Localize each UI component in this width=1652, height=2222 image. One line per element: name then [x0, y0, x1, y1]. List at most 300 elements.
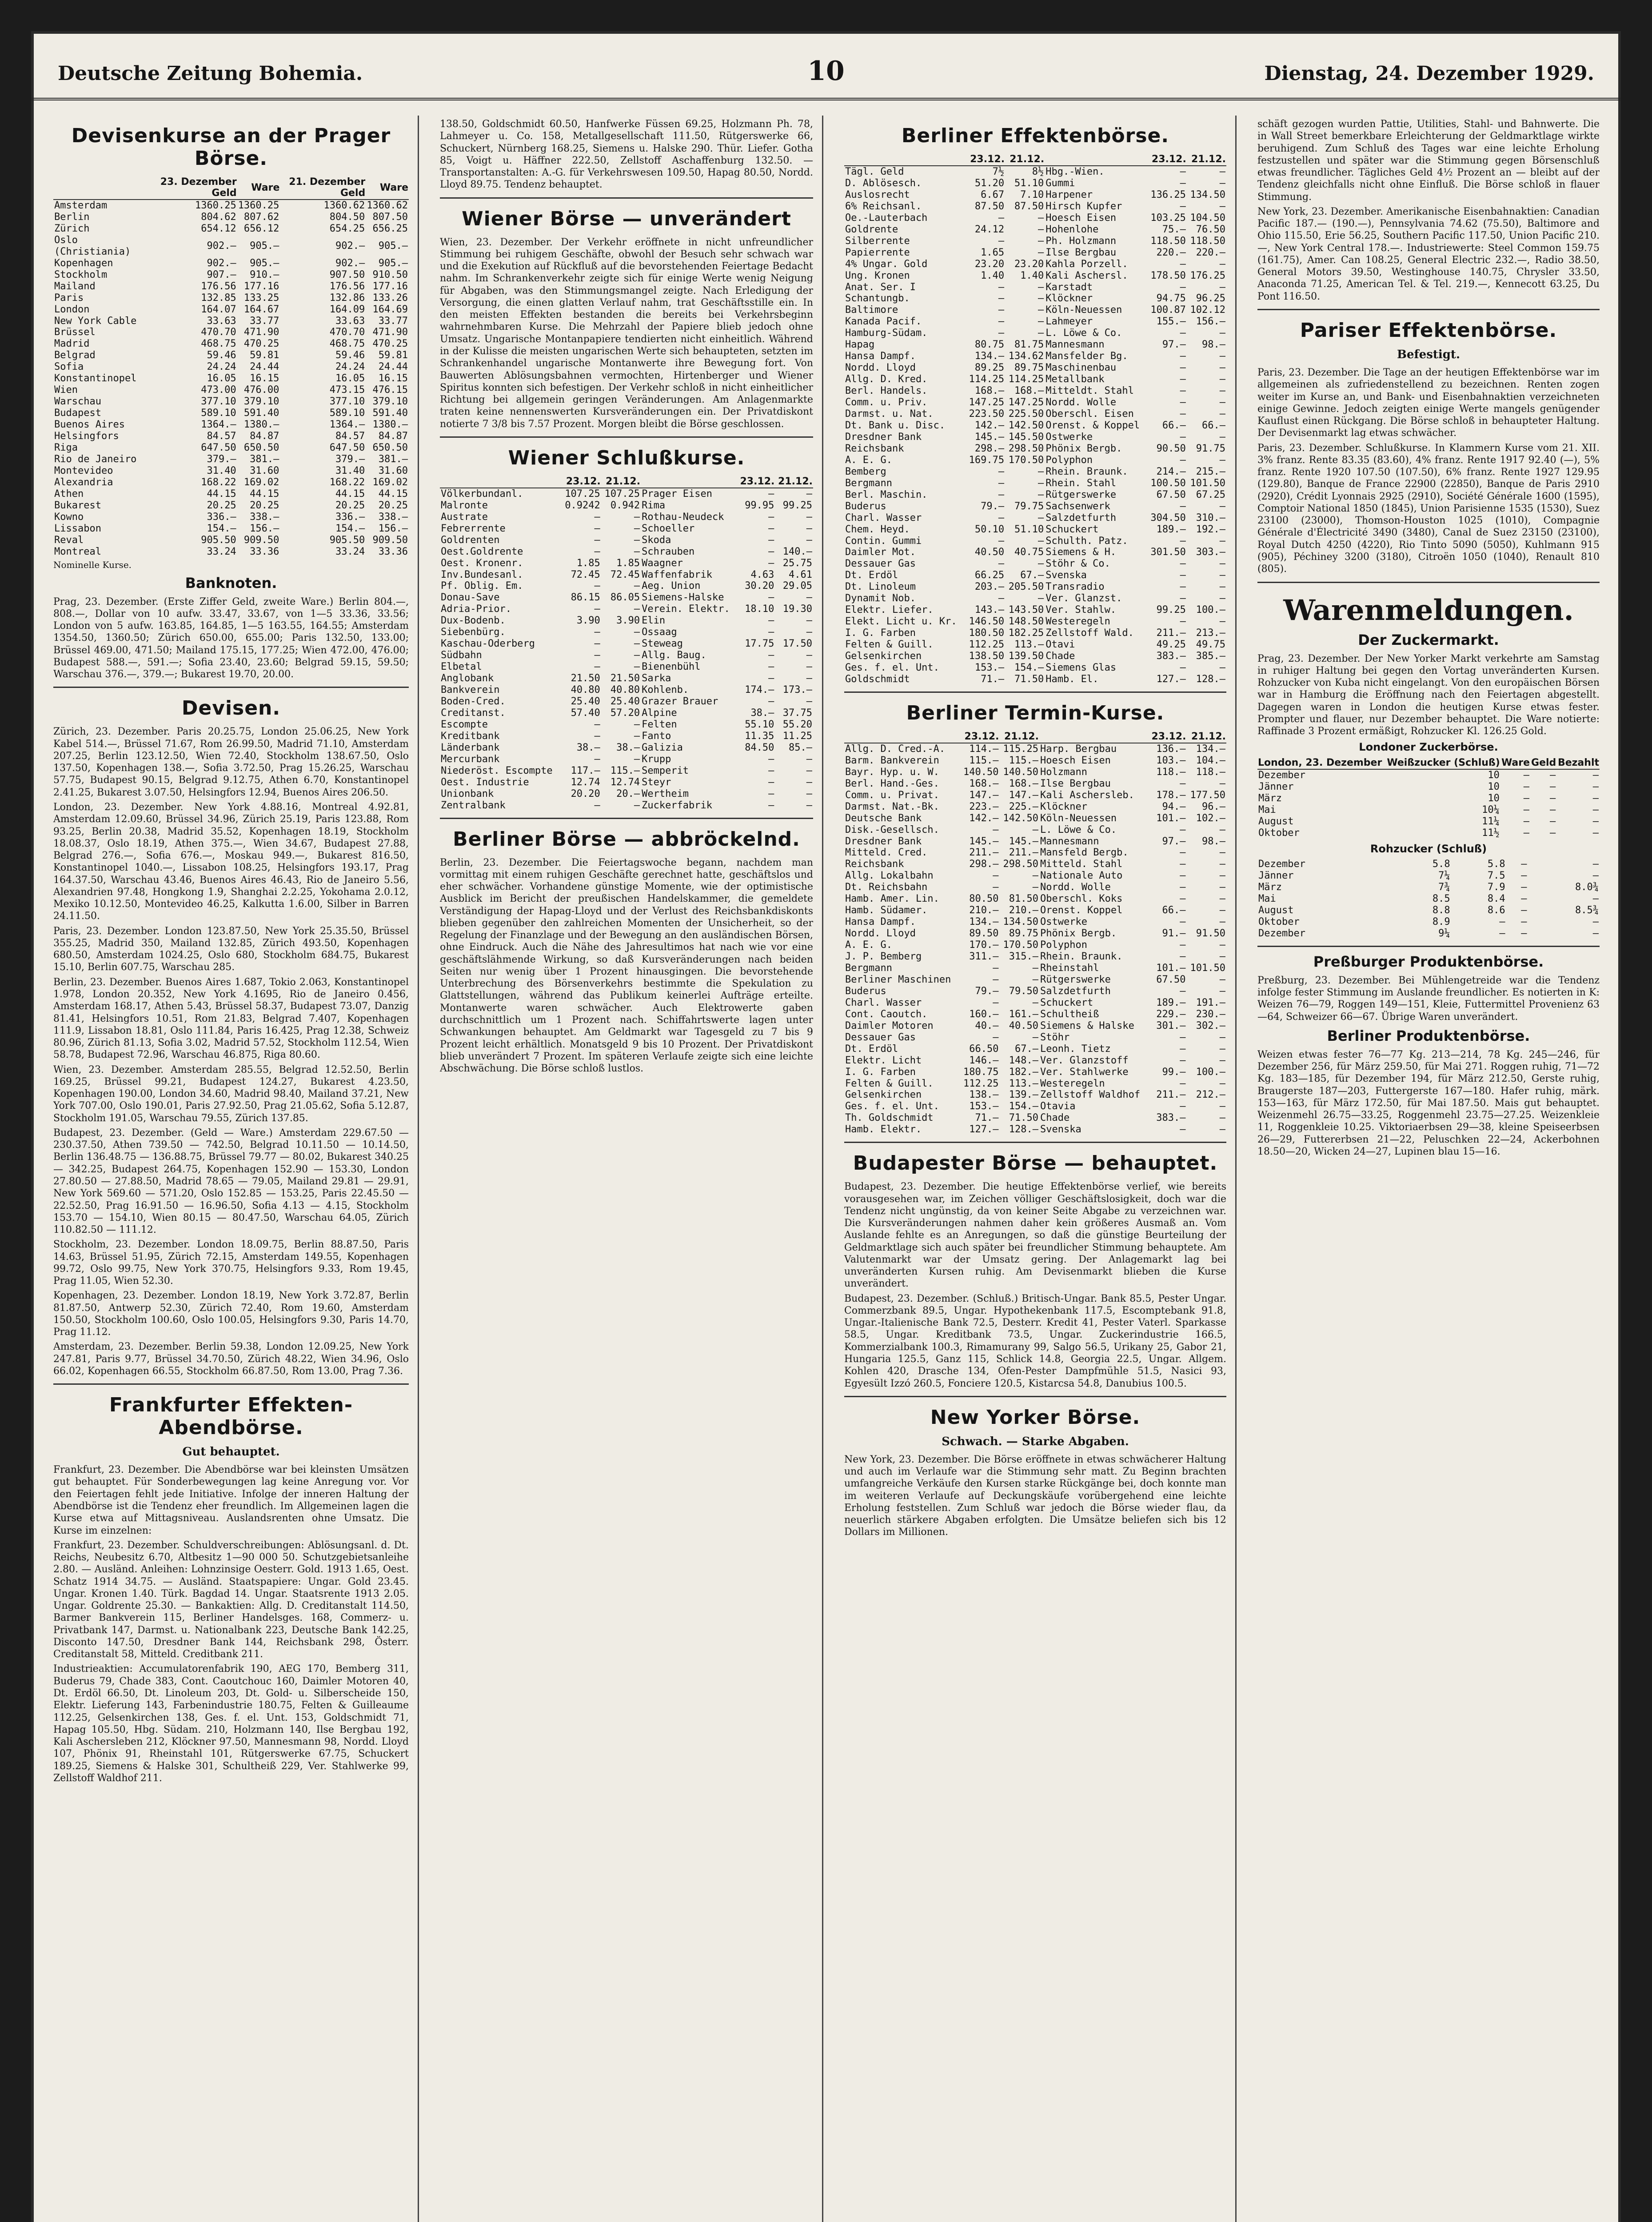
table-cell: 112.25	[963, 1078, 999, 1089]
table-row	[53, 316, 409, 327]
table-cell: Elin	[642, 615, 666, 627]
table-row	[53, 235, 409, 258]
table-cell: Berliner Maschinen	[845, 974, 951, 985]
table-cell: 1360.25	[195, 200, 236, 211]
table-body	[53, 200, 409, 558]
table-cell: 7.10	[1020, 189, 1044, 200]
table-cell: —	[1032, 1031, 1038, 1043]
table-cell: 8.4	[1487, 893, 1505, 904]
table-cell: 3.90	[616, 615, 640, 627]
table-row	[53, 535, 409, 546]
column-header: 23.12.	[966, 153, 1005, 166]
table-row	[844, 593, 1226, 604]
table-cell: 148.50	[1008, 616, 1044, 627]
table-row	[440, 580, 813, 592]
table-cell: 85.—	[789, 742, 812, 753]
table-cell: Grazer Brauer	[642, 696, 718, 707]
table-row	[440, 731, 813, 742]
table-cell: Papierrente	[845, 247, 910, 258]
table-cell: Allg. D. Kred.	[845, 374, 928, 385]
devisen-paris-text: Paris, 23. Dezember. London 123.87.50, New York 25.35.50, Brüssel 355.25, Madrid 350, Mailand 132.85, Zürich 493.50, Kopenhagen 680.50, Amsterdam 1024.25, Oslo 680, Stockholm 684.75, Bukarest 15.10, Berlin 607.75, Warschau 285.	[53, 925, 409, 973]
table-cell: Dezember	[1258, 770, 1305, 781]
table-cell: —	[1219, 351, 1225, 362]
table-row	[844, 501, 1226, 512]
table-cell: Mai	[1258, 893, 1276, 904]
table-row	[844, 166, 1226, 178]
table-cell: 176.25	[1190, 270, 1225, 281]
table-row	[844, 385, 1226, 397]
table-cell: Bienenbühl	[642, 661, 701, 673]
table-cell: August	[1258, 904, 1294, 916]
table-cell: —	[1037, 477, 1044, 489]
table-cell: —	[1219, 1124, 1225, 1135]
table-cell: —	[594, 627, 600, 638]
table-cell: Bergmann	[845, 963, 892, 974]
table-cell: —	[1219, 905, 1225, 916]
table-cell: 87.50	[1014, 200, 1044, 212]
table-row	[844, 893, 1226, 905]
table-cell: 303.—	[1196, 547, 1225, 558]
table-row	[440, 673, 813, 684]
table-cell: —	[634, 546, 640, 557]
table-cell: Steweag	[642, 638, 683, 650]
table-cell: Niederöst. Escompte	[441, 765, 553, 776]
table-cell: 11.35	[745, 730, 774, 742]
devisen-kopenhagen-text: Kopenhagen, 23. Dezember. London 18.19, New York 3.72.87, Berlin 81.87.50, Antwerp 52.30, Zürich 72.40, Rom 19.60, Amsterdam 150.50, Stockholm 100.60, Oslo 100.05, Helsingfors 9.30, Paris 14.70, Prag 11.12.	[53, 1290, 409, 1338]
table-cell: 90.50	[1156, 443, 1186, 454]
table-cell: Zellstoff Waldhof	[1040, 1089, 1141, 1101]
table-row	[53, 431, 409, 442]
column-header	[1039, 731, 1149, 743]
table-cell: 6.67	[981, 189, 1005, 200]
column-header: 23.12.	[1149, 731, 1187, 743]
table-cell: 84.57	[207, 431, 236, 442]
table-row	[1257, 816, 1600, 827]
table-cell: —	[1180, 847, 1186, 859]
table-row	[844, 524, 1226, 536]
table-cell: —	[768, 788, 774, 799]
table-cell: Chem. Heyd.	[845, 524, 910, 535]
table-cell: 6% Reichsanl.	[845, 200, 922, 212]
table-row	[844, 916, 1226, 928]
table-cell: Hoesch Eisen	[1045, 212, 1117, 224]
table-cell: 170.50	[1003, 939, 1038, 951]
table-cell: 127.—	[969, 1124, 999, 1135]
table-cell: —	[1037, 224, 1044, 235]
table-row	[1257, 905, 1600, 916]
table-cell: —	[768, 776, 774, 788]
table-cell: Charl. Wasser	[845, 997, 922, 1008]
table-cell: 807.62	[243, 211, 279, 223]
devisen-budapest-text: Budapest, 23. Dezember. (Geld — Ware.) Amsterdam 229.67.50 — 230.37.50, Athen 739.50 — 742.50, Belgrad 10.11.50 — 10.14.50, Berlin 136.48.75 — 136.88.75, Brüssel 79.77 — 80.02, Bukarest 340.25 — 342.25, Budapest 264.75, Kopenhagen 152.90 — 153.30, London 27.80.50 — 27.88.50, Madrid 78.65 — 79.05, Mailand 29.81 — 29.91, New York 569.60 — 571.20, Oslo 152.85 — 153.25, Paris 22.45.50 — 22.52.50, Prag 16.91.50 — 16.96.50, Sofia 4.13 — 4.15, Stockholm 153.70 — 154.10, Wien 80.15 — 80.47.50, Warschau 64.05, Zürich 110.82.50 — 111.12.	[53, 1127, 409, 1236]
table-cell: 134.50	[1003, 916, 1038, 928]
table-cell: —	[998, 304, 1005, 316]
table-cell: 173.—	[782, 684, 812, 696]
table-cell: —	[806, 488, 812, 500]
paris-title: Pariser Effektenbörse.	[1300, 319, 1557, 342]
table-cell: Oktober	[1258, 916, 1300, 927]
berlin-produkten-text: Weizen etwas fester 76—77 Kg. 213—214, 78 Kg. 245—246, für Dezember 256, für März 259.50, für Mai 271. Roggen ruhig, 71—72 Kg. 183—185, für Dezember 194, für März 212.50, Gerste ruhig, Braugerste 187—203, Futtergerste 167—180. Hafer ruhig, märk. 153—163, für März 172.50, für Mai 187.50. Mais gut behauptet. Weizenmehl 26.75—33.25, Roggenmehl 23.75—27.25. Weizenkleie 11, Roggenkleie 10.25. Viktoriaerbsen 29—38, kleine Speiseerbsen 26—29, Futtererbsen 21—22, Peluschken 22—24, Ackerbohnen 18.50—20, Wicken 24—27, Lupinen blau 15—16.	[1257, 1049, 1600, 1157]
table-cell: Unionbank	[441, 788, 494, 799]
column-header: 21. Dezember Geld	[280, 176, 366, 200]
table-cell: 377.10	[201, 396, 236, 408]
table-cell: 100.—	[1196, 1066, 1225, 1078]
table-cell: —	[1180, 177, 1186, 189]
table-cell: Skoda	[642, 534, 671, 546]
table-cell: 67.—	[1015, 1043, 1038, 1055]
table-cell: —	[1180, 1124, 1186, 1135]
table-cell: —	[1219, 1043, 1225, 1055]
table-row	[440, 535, 813, 546]
table-cell: 315.—	[1009, 951, 1038, 963]
table-cell: Hoesch Eisen	[1040, 755, 1111, 766]
table-cell: Oe.-Lauterbach	[845, 212, 928, 224]
table-cell: Rheinstahl	[1040, 963, 1099, 974]
table-cell: —	[594, 719, 600, 730]
table-cell: 160.—	[969, 1008, 999, 1020]
table-cell: Dessauer Gas	[845, 1031, 916, 1043]
table-cell: —	[1180, 939, 1186, 951]
table-cell: —	[768, 650, 774, 661]
table-cell: Mansfelder Bg.	[1045, 351, 1128, 362]
table-cell: 146.—	[969, 1055, 999, 1066]
divider	[1257, 946, 1600, 947]
table-cell: —	[1180, 408, 1186, 420]
table-cell: Escompte	[441, 719, 488, 730]
table-cell: Pf. Oblig. Em.	[441, 580, 523, 592]
table-cell: März	[1258, 793, 1282, 804]
table-cell: 169.75	[969, 454, 1005, 466]
table-cell: Buderus	[845, 500, 886, 512]
table-cell: —	[993, 963, 999, 974]
london-zucker-table	[1257, 757, 1600, 839]
table-row	[844, 293, 1226, 304]
table-row	[440, 523, 813, 535]
table-cell: 59.46	[207, 350, 236, 361]
pressburg-text: Preßburg, 23. Dezember. Bei Mühlengetreide war die Tendenz infolge fester Stimmung im Auslande freundlicher. Es notierten in K: Weizen 76—79, Roggen 149—151, Kleie, Futtermittel Provenienz 63—64, Schweizer 66—67. Übrige Waren unverändert.	[1257, 975, 1600, 1023]
table-cell: —	[1180, 535, 1186, 547]
table-cell: 170.—	[969, 939, 999, 951]
table-cell: 905.—	[378, 257, 408, 269]
table-cell: 99.95	[745, 500, 774, 511]
table-cell: 10	[1488, 793, 1500, 804]
table-cell: Lahmeyer	[1045, 316, 1093, 328]
table-cell: 23.20	[974, 258, 1005, 270]
table-row	[440, 777, 813, 788]
table-cell: —	[768, 546, 774, 557]
table-cell: —	[1037, 466, 1044, 477]
table-cell: Klöckner	[1045, 293, 1093, 304]
table-row	[844, 247, 1226, 259]
table-cell: —	[1523, 804, 1530, 816]
table-cell: 591.40	[372, 408, 408, 419]
table-cell: 136.—	[1156, 743, 1186, 755]
table-cell: Montevideo	[54, 465, 113, 476]
table-cell: —	[1037, 212, 1044, 224]
table-row	[844, 813, 1226, 824]
table-body	[1257, 769, 1600, 839]
table-cell: 168.22	[201, 476, 236, 488]
table-cell: —	[1180, 1055, 1186, 1066]
table-cell: 115.25	[1003, 743, 1038, 755]
table-cell: 169.02	[372, 476, 408, 488]
table-cell: —	[1032, 824, 1038, 835]
table-cell: Sofia	[54, 361, 84, 373]
table-cell: 71.—	[981, 673, 1005, 685]
table-cell: Daimler Motoren	[845, 1020, 934, 1031]
table-row	[844, 558, 1226, 570]
table-cell: 176.56	[329, 280, 365, 292]
table-row	[53, 384, 409, 396]
table-cell: Phönix Bergb.	[1040, 928, 1117, 939]
newspaper-page	[31, 31, 1621, 2222]
table-cell: Silberrente	[845, 235, 910, 247]
table-cell: 907.50	[329, 269, 365, 280]
table-cell: 154.—	[1009, 1101, 1038, 1112]
table-cell: —	[998, 593, 1005, 604]
table-cell: 12.74	[610, 776, 640, 788]
table-cell: 907.—	[207, 269, 236, 280]
table-cell: 75.—	[1162, 224, 1186, 235]
table-cell: Jänner	[1258, 781, 1294, 793]
table-cell: —	[1180, 281, 1186, 293]
table-cell: —	[998, 212, 1005, 224]
table-row	[844, 616, 1226, 627]
divider	[440, 197, 813, 199]
table-cell: Daimler Mot.	[845, 547, 916, 558]
table-row	[53, 477, 409, 488]
table-cell: Schuckert	[1040, 997, 1093, 1008]
table-cell: —	[1037, 593, 1044, 604]
table-cell: Alpine	[642, 707, 677, 719]
table-row	[844, 374, 1226, 385]
table-cell: Warschau	[54, 396, 101, 408]
table-row	[1257, 916, 1600, 928]
table-cell: 25.40	[571, 696, 600, 707]
table-cell: 132.86	[329, 292, 365, 304]
table-cell: 176.56	[201, 280, 236, 292]
table-cell: —	[1219, 166, 1225, 177]
table-cell: 91.75	[1196, 443, 1225, 454]
table-cell: Hamb. Südamer.	[845, 905, 928, 916]
table-cell: —	[1219, 1101, 1225, 1112]
table-cell: —	[998, 293, 1005, 304]
table-cell: 51.10	[1014, 177, 1044, 189]
table-row	[844, 1020, 1226, 1032]
column-3	[835, 116, 1237, 2222]
table-cell: 140.50	[963, 766, 999, 778]
table-cell: 145.—	[1009, 835, 1038, 847]
table-cell: 205.50	[1008, 581, 1044, 593]
table-cell: —	[998, 328, 1005, 339]
table-cell: 168.—	[1009, 778, 1038, 789]
table-cell: Dt. Linoleum	[845, 581, 916, 593]
table-cell: —	[993, 870, 999, 882]
table-cell: 182.25	[1008, 627, 1044, 639]
table-cell: 71.—	[975, 1112, 999, 1124]
table-cell: —	[1180, 778, 1186, 789]
table-cell: —	[594, 546, 600, 557]
table-cell: Zellstoff Wald.	[1045, 627, 1134, 639]
table-cell: 902.—	[207, 240, 236, 252]
table-cell: 10¼	[1482, 804, 1500, 816]
table-cell: Köln-Neuessen	[1040, 812, 1117, 824]
table-cell: 142.50	[1003, 812, 1038, 824]
table-row	[844, 212, 1226, 224]
ny-stocks-text: New York, 23. Dezember. Amerikanische Eisenbahnaktien: Canadian Pacific 187.— (190.—), Pennsylvania 74.62 (75.50), Baltimore and Ohio 115.50, Erie 56.25, Southern Pacific 117.50, Union Pacific 210.—, New York Central 178.—. Industriewerte: Steel Common 159.75 (161.75), Amer. Can 108.25, General Electric 232.—, Radio 38.50, General Motors 39.50, Westinghouse 140.75, Chrysler 33.50, Anaconda 71.25, American Tel. & Tel. 219.—, Kennecott 63.25, Du Pont 116.50.	[1257, 206, 1600, 302]
table-cell: 104.50	[1190, 212, 1225, 224]
table-cell: Felten & Guill.	[845, 639, 934, 651]
column-header	[844, 153, 966, 166]
table-row	[440, 707, 813, 719]
table-cell: Sarka	[642, 673, 671, 684]
table-row	[844, 282, 1226, 293]
newyork-text: New York, 23. Dezember. Die Börse eröffnete in etwas schwächerer Haltung und auch im Verlaufe war die Stimmung sehr matt. Zu Beginn brachten umfangreiche Verkäufe den Kursen starke Rückgänge bei, doch konnte man im weiteren Verlaufe auf Deckungskäufe vorübergehend eine leichte Erholung feststellen. Zum Schluß war jedoch die Börse wieder flau, da neuerlich stärkere Abgaben erfolgten. Die Umsätze beliefen sich bis 12 Dollars im Millionen.	[844, 1454, 1226, 1538]
table-cell: —	[1219, 893, 1225, 905]
table-cell: Hohenlohe	[1045, 224, 1099, 235]
table-cell: 24.44	[378, 361, 408, 373]
table-row	[53, 361, 409, 373]
table-cell: Budapest	[54, 408, 101, 419]
divider	[844, 691, 1226, 693]
table-cell: 8½	[1032, 166, 1044, 177]
table-cell: Ges. f. el. Unt.	[845, 662, 939, 673]
table-row	[844, 478, 1226, 489]
table-cell: Kahla Porzell.	[1045, 258, 1128, 270]
table-cell: 118.50	[1190, 235, 1225, 247]
table-cell: 12.74	[571, 776, 600, 788]
table-cell: Bergmann	[845, 477, 892, 489]
table-cell: Länderbank	[441, 742, 500, 753]
table-body	[1257, 859, 1600, 939]
table-cell: 905.—	[250, 240, 279, 252]
table-cell: Dresdner Bank	[845, 835, 922, 847]
table-cell: 99.25	[782, 500, 812, 511]
table-cell: —	[634, 603, 640, 615]
table-cell: —	[1592, 893, 1599, 904]
table-cell: 18.10	[745, 603, 774, 615]
table-cell: Kopenhagen	[54, 257, 113, 269]
table-cell: 383.—	[1156, 1112, 1186, 1124]
table-cell: 471.90	[243, 327, 279, 338]
table-cell: 97.—	[1162, 835, 1186, 847]
table-cell: 38.—	[616, 742, 640, 753]
table-cell: —	[1037, 316, 1044, 328]
table-cell: 142.50	[1008, 420, 1044, 431]
devisen-zurich-text: Zürich, 23. Dezember. Paris 20.25.75, London 25.06.25, New York Kabel 514.—, Brüssel 71.67, Rom 26.99.50, Madrid 71.10, Amsterdam 207.25, Berlin 123.12.50, Wien 72.40, Stockholm 138.67.50, Oslo 137.50, Kopenhagen 138.—, Sofia 3.72.50, Prag 15.26.25, Warschau 57.75, Budapest 90.15, Belgrad 9.12.75, Athen 6.70, Konstantinopel 2.41.25, Bukarest 3.07.50, Helsingfors 12.94, Buenos Aires 206.50.	[53, 726, 409, 798]
table-cell: —	[1037, 293, 1044, 304]
table-cell: Elektr. Licht	[845, 1055, 922, 1066]
table-cell: —	[1592, 770, 1599, 781]
table-cell: Siemens-Halske	[642, 592, 724, 603]
table-cell: Stockholm	[54, 269, 108, 280]
table-cell: —	[1219, 974, 1225, 985]
table-cell: 468.75	[329, 338, 365, 350]
table-cell: A. E. G.	[845, 939, 892, 951]
table-cell: —	[594, 511, 600, 523]
paris-text-1: Paris, 23. Dezember. Die Tage an der heutigen Effektenbörse war im allgemeinen als zufriedenstellend zu bezeichnen. Renten zogen weiter im Kurse an, und Bank- und Eisenbahnaktien verzeichneten einige Gewinne. Jedoch zeigten einige Werte mangels genügender Kauflust einen Rückgang. Die Börse schloß in behaupteter Haltung. Der Devisenmarkt lag etwas schwächer.	[1257, 367, 1600, 439]
table-row	[844, 270, 1226, 282]
rohzucker-title: Rohzucker (Schluß)	[1370, 843, 1487, 855]
table-cell: Nationale Auto	[1040, 870, 1123, 882]
table-cell: 10	[1488, 781, 1500, 793]
budapest-text-1: Budapest, 23. Dezember. Die heutige Effektenbörse verlief, wie bereits vorausgesehen war, im Zeichen völliger Geschäftslosigkeit, doch war die Tendenz nicht ungünstig, da von keiner Seite Abgabe zu verzeichnen war. Die Kursveränderungen nahmen daher kein größeres Ausmaß an. Vom Auslande fehlte es an Anregungen, so daß die günstige Beurteilung der Geldmarktlage sich auch später bei freundlicher Stimmung behauptete. Am Valutenmarkt war der Umsatz gering. Der Anlagemarkt lag bei unveränderten Kursen ruhig. Am Devisenmarkt blieben die Kurse unverändert.	[844, 1181, 1226, 1290]
table-cell: 140.50	[1003, 766, 1038, 778]
divider	[844, 1142, 1226, 1143]
table-cell: —	[768, 673, 774, 684]
table-row	[844, 1009, 1226, 1020]
table-cell: 8.8	[1432, 904, 1450, 916]
table-cell: 127.—	[1156, 673, 1186, 685]
table-cell: 143.—	[974, 604, 1005, 616]
table-cell: Salzdetfurth	[1040, 985, 1111, 997]
table-cell: Buenos Aires	[54, 419, 125, 431]
table-cell: —	[768, 557, 774, 569]
table-cell: Oktober	[1258, 827, 1300, 839]
devisenkurse-title: Devisenkurse an der Prager Börse.	[71, 124, 391, 170]
table-row	[440, 500, 813, 512]
table-cell: 298.—	[969, 859, 999, 870]
table-cell: —	[634, 627, 640, 638]
table-cell: 1364.—	[329, 419, 365, 431]
table-cell: —	[1592, 927, 1599, 939]
table-cell: 301.—	[1156, 1020, 1186, 1031]
table-row	[844, 1032, 1226, 1043]
table-cell: —	[1037, 558, 1044, 570]
table-cell: —	[1219, 1112, 1225, 1124]
table-cell: Aeg. Union	[642, 580, 701, 592]
table-cell: —	[594, 603, 600, 615]
table-cell: 647.50	[201, 442, 236, 454]
table-cell: Disk.-Gesellsch.	[845, 824, 939, 835]
prague-currency-table	[53, 176, 409, 558]
table-cell: 910.—	[250, 269, 279, 280]
table-cell: Charl. Wasser	[845, 512, 922, 524]
table-cell: Barm. Bankverein	[845, 755, 939, 766]
table-cell: 89.75	[1009, 928, 1038, 939]
table-cell: 97.—	[1162, 339, 1186, 351]
table-cell: 50.10	[974, 524, 1005, 535]
table-cell: 99.25	[1156, 604, 1186, 616]
table-cell: 66.25	[974, 570, 1005, 581]
table-cell: —	[634, 523, 640, 534]
table-cell: 59.46	[335, 350, 365, 361]
devisen-berlin-text: Berlin, 23. Dezember. Buenos Aires 1.687, Tokio 2.063, Konstantinopel 1.978, London 20.352, New York 4.1695, Rio de Janeiro 0.456, Amsterdam 168.17, Athen 5.43, Brüssel 58.37, Budapest 73.07, Danzig 81.41, Helsingfors 10.51, Rom 21.83, Belgrad 7.407, Kopenhagen 111.9, Lissabon 18.81, Oslo 111.84, Paris 16.425, Prag 12.38, Schweiz 80.96, Zürich 81.13, Sofia 3.02, Madrid 57.52, Stockholm 112.54, Wien 58.78, Budapest 72.96, Warschau 46.875, Riga 80.60.	[53, 976, 409, 1061]
table-row	[844, 674, 1226, 685]
table-cell: 40.75	[1014, 547, 1044, 558]
table-cell: Bemberg	[845, 466, 886, 477]
table-cell: —	[1521, 904, 1527, 916]
table-row	[53, 304, 409, 316]
table-cell: —	[768, 799, 774, 811]
table-cell: Kohlenb.	[642, 684, 689, 696]
zucker-text: Prag, 23. Dezember. Der New Yorker Markt verkehrte am Samstag in ruhiger Haltung bei gegen den Vortag unveränderten Kursen. Rohzucker von Kuba nicht eingelangt. Von den europäischen Börsen war in Hamburg die Eröffnung nach den Feiertagen abgestellt. Dagegen waren in London die heutigen Kurse etwas fester. Prompter und flauer, nur Dezember behauptet. Die Ware notierte: Raffinade 3 Prozent ermäßigt, Rohzucker Kl. 126.25 Gold.	[1257, 653, 1600, 737]
table-cell: —	[1521, 881, 1527, 893]
table-row	[844, 801, 1226, 813]
table-cell: 905.50	[329, 534, 365, 546]
table-cell: Bankverein	[441, 684, 500, 696]
table-cell: Helsingfors	[54, 431, 119, 442]
col2-intro-text: 138.50, Goldschmidt 60.50, Hanfwerke Füssen 69.25, Holzmann Ph. 78, Lahmeyer u. Co. 158, Metallgesellschaft 111.50, Rütgerswerke 66, Schuckert, Nürnberg 168.25, Siemens u. Halske 290. Thür. Liefer. Gotha 85, Voigt u. Häffner 222.50, Zellstoff Aschaffenburg 132.50. — Transportanstalten: A.-G. für Verkehrswesen 109.50, Hapag 80.50, Nordd. Lloyd 89.75. Tendenz behauptet.	[440, 119, 813, 191]
table-cell: 59.81	[250, 350, 279, 361]
table-row	[1257, 893, 1600, 905]
table-cell: 476.15	[372, 384, 408, 396]
table-cell: 203.—	[974, 581, 1005, 593]
table-cell: 81.50	[1009, 893, 1038, 905]
table-cell: Nordd. Lloyd	[845, 928, 916, 939]
table-cell: —	[1523, 793, 1530, 804]
table-cell: —	[594, 523, 600, 534]
